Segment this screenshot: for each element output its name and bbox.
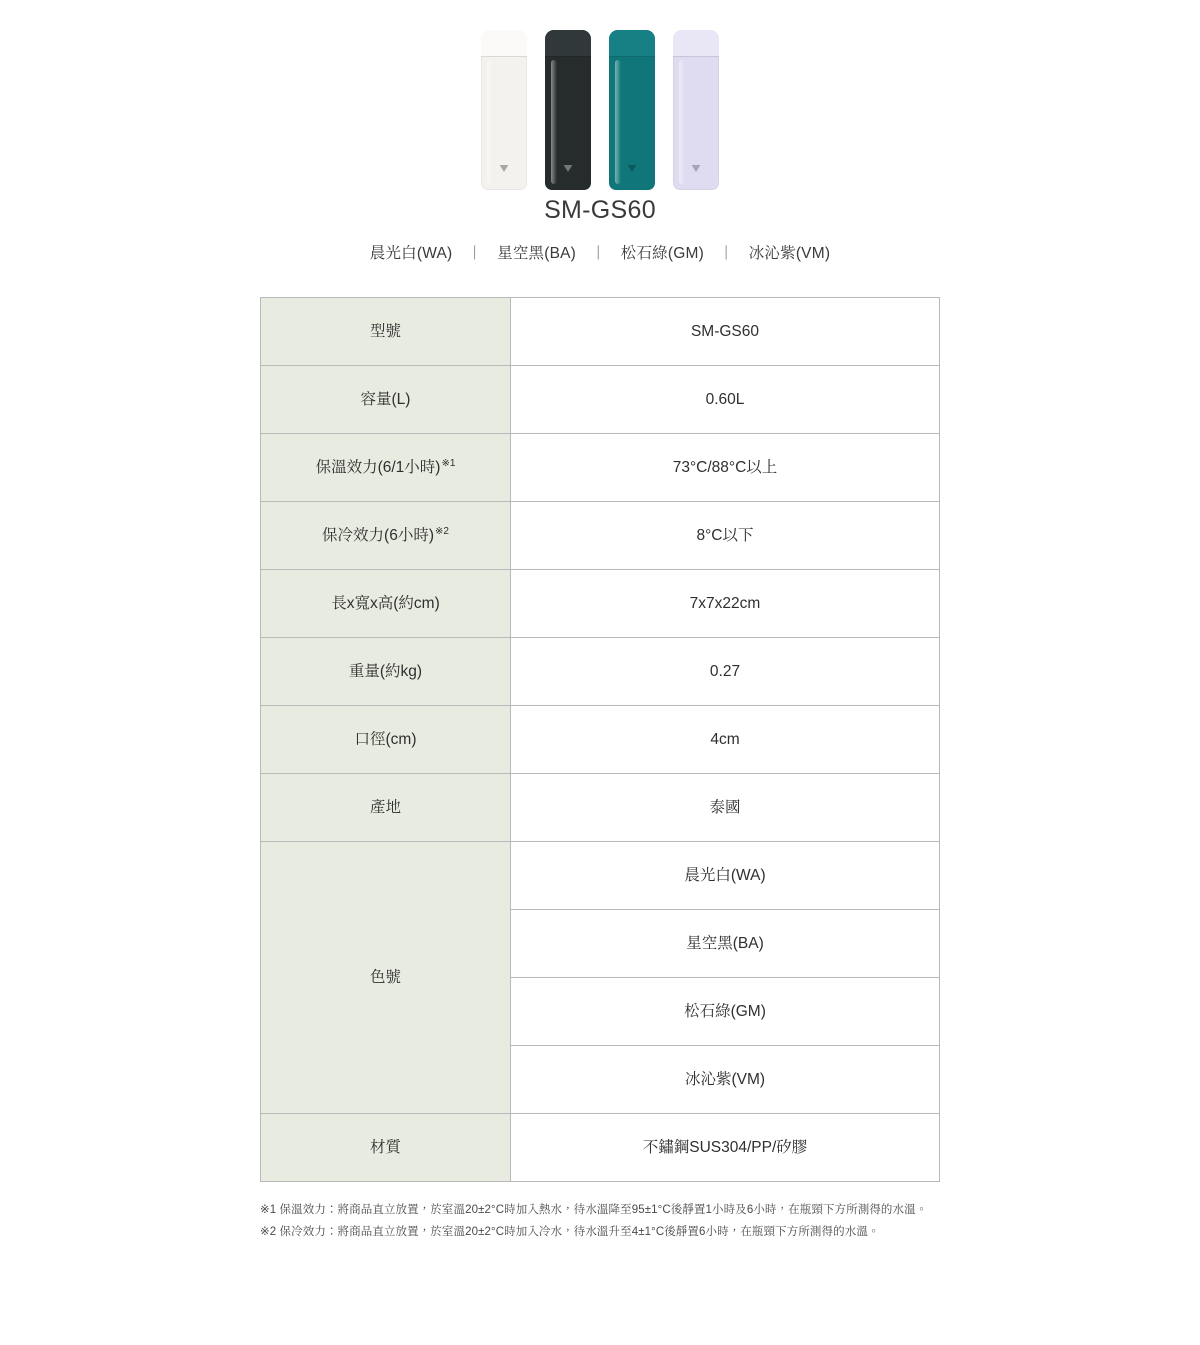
bottle-seam — [673, 56, 719, 57]
bottle-image-vm — [673, 30, 719, 190]
table-row — [261, 298, 940, 366]
spec-label-cell-color — [261, 842, 511, 1114]
spec-table-body — [261, 298, 940, 1182]
spec-label-text: 色號 — [369, 968, 401, 986]
bottle-highlight — [679, 60, 685, 184]
footnotes — [260, 1200, 940, 1244]
bottle-cap — [673, 30, 719, 56]
spec-value-cell-color-gm: 松石綠(GM) — [511, 978, 940, 1046]
color-legend-item-wa: 晨光白(WA) — [369, 245, 453, 262]
legend-separator: 丨 — [718, 245, 735, 262]
spec-value-cell: 泰國 — [511, 774, 940, 842]
spec-label-text: 重量(約kg) — [348, 662, 423, 680]
color-legend-item-vm: 冰沁紫(VM) — [748, 245, 831, 262]
spec-value-cell: 不鏽鋼SUS304/PP/矽膠 — [511, 1114, 940, 1182]
spec-label-text: 材質 — [369, 1138, 401, 1156]
spec-label-cell — [261, 298, 511, 366]
color-legend-item-ba: 星空黑(BA) — [497, 245, 577, 262]
bottle-seam — [481, 56, 527, 57]
bottom-spacer — [0, 1244, 1200, 1314]
footnote-marker: ※1 — [441, 457, 456, 469]
spec-label-cell — [261, 706, 511, 774]
page-title: SM-GS60 — [544, 196, 656, 224]
spec-label-cell — [261, 570, 511, 638]
spec-value-cell: 8°C以下 — [511, 502, 940, 570]
spec-value-cell-color-wa: 晨光白(WA) — [511, 842, 940, 910]
legend-separator: 丨 — [466, 245, 483, 262]
spec-label-cell — [261, 434, 511, 502]
spec-label-cell — [261, 366, 511, 434]
spec-label-text: 長x寬x高(約cm) — [331, 594, 440, 612]
bottle-image-gm — [609, 30, 655, 190]
spec-value-cell: 73°C/88°C以上 — [511, 434, 940, 502]
brand-logo-icon — [628, 165, 637, 172]
spec-label-cell — [261, 1114, 511, 1182]
spec-label-text: 口徑(cm) — [354, 730, 417, 748]
bottle-cap — [481, 30, 527, 56]
bottle-highlight — [487, 60, 493, 184]
bottle-image-ba — [545, 30, 591, 190]
table-row — [261, 502, 940, 570]
footnote-2: ※2 保冷效力：將商品直立放置，於室溫20±2°C時加入冷水，待水溫升至4±1°C後靜置6小時，在瓶頸下方所測得的水溫。 — [260, 1225, 880, 1238]
color-legend-item-gm: 松石綠(GM) — [620, 245, 704, 262]
spec-value-cell: 0.60L — [511, 366, 940, 434]
product-image-row — [0, 0, 1200, 190]
bottle-seam — [609, 56, 655, 57]
brand-logo-icon — [500, 165, 509, 172]
bottle-cap — [609, 30, 655, 56]
table-row-color-1 — [261, 842, 940, 910]
spec-label-text: 型號 — [369, 322, 401, 340]
table-row — [261, 366, 940, 434]
footnote-marker: ※2 — [435, 525, 449, 537]
spec-table-wrapper — [260, 297, 940, 1182]
spec-label-cell — [261, 774, 511, 842]
brand-logo-icon — [564, 165, 573, 172]
table-row — [261, 706, 940, 774]
spec-label-text: 容量(L) — [360, 390, 411, 408]
spec-value-cell: SM-GS60 — [511, 298, 940, 366]
spec-label-cell — [261, 502, 511, 570]
spec-value-cell: 0.27 — [511, 638, 940, 706]
bottle-highlight — [551, 60, 557, 184]
spec-label-text: 保溫效力(6/1小時) — [315, 458, 441, 476]
table-row — [261, 1114, 940, 1182]
brand-logo-icon — [692, 165, 701, 172]
spec-value-cell-color-vm: 冰沁紫(VM) — [511, 1046, 940, 1114]
spec-label-text: 產地 — [369, 798, 401, 816]
spec-table — [260, 297, 940, 1182]
table-row — [261, 570, 940, 638]
table-row — [261, 774, 940, 842]
table-row — [261, 638, 940, 706]
footnote-1: ※1 保溫效力：將商品直立放置，於室溫20±2°C時加入熱水，待水溫降至95±1°C後靜置1小時及6小時，在瓶頸下方所測得的水溫。 — [260, 1204, 928, 1216]
spec-value-cell: 4cm — [511, 706, 940, 774]
color-legend — [0, 241, 1200, 263]
legend-separator: 丨 — [590, 245, 607, 262]
bottle-cap — [545, 30, 591, 56]
table-row — [261, 434, 940, 502]
spec-value-cell-color-ba: 星空黑(BA) — [511, 910, 940, 978]
bottle-image-wa — [481, 30, 527, 190]
spec-label-text: 保冷效力(6小時) — [322, 526, 434, 544]
bottle-seam — [545, 56, 591, 57]
bottle-highlight — [615, 60, 621, 184]
spec-value-cell: 7x7x22cm — [511, 570, 940, 638]
spec-label-cell — [261, 638, 511, 706]
